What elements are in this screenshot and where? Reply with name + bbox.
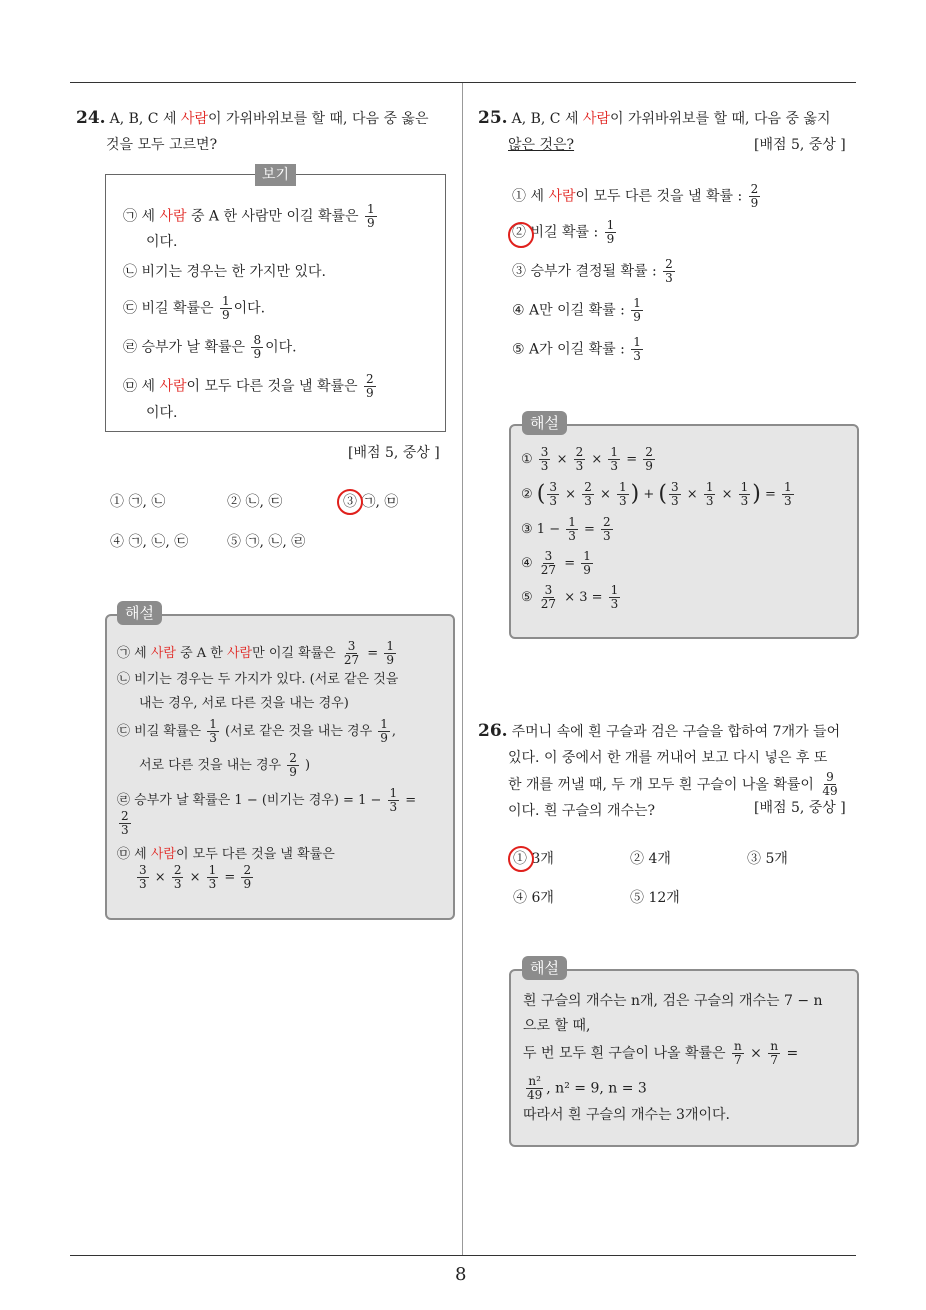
q26-number: 26. <box>478 721 508 741</box>
q24-sol-line-3: 내는 경우, 서로 다른 것을 내는 경우) <box>139 696 349 711</box>
q25-sol-3: ③ 1 − $\frac{1}{3}$ = $\frac{2}{3}$ <box>521 515 611 543</box>
q24-sol-line-2: ㉡ 비기는 경우는 두 가지가 있다. (서로 같은 것을 <box>117 672 399 687</box>
q24-bogi-item-2: ㉡ 비기는 경우는 한 가지만 있다. <box>123 264 326 280</box>
q25-choice-3[interactable]: ③ 승부가 결정될 확률 : $\frac{2}{3}$ <box>512 257 673 285</box>
q26-sol-line-5: 따라서 흰 구슬의 개수는 3개이다. <box>523 1107 730 1123</box>
q26-answer-circle <box>508 846 534 872</box>
q24-sol-line-5: 서로 다른 것을 내는 경우 $\frac{2}{9}$ ) <box>139 751 311 779</box>
column-divider <box>462 83 463 1256</box>
q24-sol-line-7: $\frac{2}{3}$ <box>121 809 129 837</box>
q24-sol-line-9: $\frac{3}{3}$ × $\frac{2}{3}$ × $\frac{1}{3}$ = $\frac{2}{9}$ <box>139 863 252 891</box>
q24-solution-label: 해설 <box>117 601 162 625</box>
q24-choice-5[interactable]: ⑤ ㉠, ㉡, ㉣ <box>227 534 306 550</box>
q26-sol-line-1: 흰 구슬의 개수는 n개, 검은 구슬의 개수는 7 − n <box>523 993 823 1009</box>
page-number: 8 <box>455 1264 467 1285</box>
q24-sol-line-8: ㉤ 세 사람이 모두 다른 것을 낼 확률은 <box>117 847 335 862</box>
q24-choice-1[interactable]: ① ㉠, ㉡ <box>110 494 166 510</box>
q24-sol-line-6: ㉣ 승부가 날 확률은 1 − (비기는 경우) = 1 − $\frac{1}{3}$ = <box>117 786 417 814</box>
q25-choice-5[interactable]: ⑤ A가 이길 확률 : $\frac{1}{3}$ <box>512 335 641 363</box>
q25-sol-2: ② ( $\frac{3}{3}$ × $\frac{2}{3}$ × $\frac{1}{3}$ ) + ( $\frac{3}{3}$ × $\frac{1}{3}$ × $\frac{1}{3}$ ) = $\frac{1}{3}$ <box>521 480 792 508</box>
q25-number: 25. <box>478 108 508 128</box>
q26-sol-line-3: 두 번 모두 흰 구슬이 나올 확률은 $\frac{n}{7}$ × $\frac{n}{7}$ = <box>523 1039 799 1067</box>
q25-sol-1: ① $\frac{3}{3}$ × $\frac{2}{3}$ × $\frac{1}{3}$ = $\frac{2}{9}$ <box>521 445 653 473</box>
q24-bogi-item-5: ㉤ 세 사람이 모두 다른 것을 낼 확률은 $\frac{2}{9}$ <box>123 372 374 400</box>
bottom-rule <box>70 1255 856 1256</box>
q24-choice-3[interactable]: ③ ㉠, ㉤ <box>343 494 399 510</box>
top-rule <box>70 82 856 83</box>
q25-sol-4: ④ $\frac{3}{27}$ = $\frac{1}{9}$ <box>521 549 591 577</box>
q24-score: [배점 5, 중상 ] <box>348 445 440 461</box>
q26-choice-2[interactable]: ② 4개 <box>630 851 671 867</box>
q24-choice-2[interactable]: ② ㉡, ㉢ <box>227 494 283 510</box>
q24-sol-line-4: ㉢ 비길 확률은 $\frac{1}{3}$ (서로 같은 것을 내는 경우 $\frac{1}{9}$ , <box>117 717 397 745</box>
q24-bogi-item-5-end: 이다. <box>146 405 178 421</box>
q26-choice-1[interactable]: ① 3개 <box>513 851 554 867</box>
q25-stem: 25. A, B, C 세 사람이 가위바위보를 할 때, 다음 중 옳지 않은 것은? <box>478 108 831 153</box>
q25-solution-label: 해설 <box>522 411 567 435</box>
q24-number: 24. <box>76 108 106 128</box>
q26-score: [배점 5, 중상 ] <box>754 800 846 816</box>
q26-choice-4[interactable]: ④ 6개 <box>513 890 554 906</box>
q25-choice-2[interactable]: ② 비길 확률 : $\frac{1}{9}$ <box>512 218 615 246</box>
q26-sol-line-2: 으로 할 때, <box>523 1018 591 1034</box>
q26-choice-5[interactable]: ⑤ 12개 <box>630 890 680 906</box>
q24-bogi-label: 보기 <box>255 164 296 186</box>
q25-sol-5: ⑤ $\frac{3}{27}$ × 3 = $\frac{1}{3}$ <box>521 583 619 611</box>
q25-score: [배점 5, 중상 ] <box>754 137 846 153</box>
q24-bogi-item-1: ㉠ 세 사람 중 A 한 사람만 이길 확률은 $\frac{1}{9}$ <box>123 202 375 230</box>
q24-sol-line-1: ㉠ 세 사람 중 A 한 사람만 이길 확률은 $\frac{3}{27}$ = $\frac{1}{9}$ <box>117 639 394 667</box>
q24-answer-circle <box>337 489 363 515</box>
q26-choice-3[interactable]: ③ 5개 <box>747 851 788 867</box>
q24-bogi-item-3: ㉢ 비길 확률은 $\frac{1}{9}$ 이다. <box>123 294 266 322</box>
q25-answer-circle <box>508 222 534 248</box>
q25-choice-4[interactable]: ④ A만 이길 확률 : $\frac{1}{9}$ <box>512 296 641 324</box>
q24-bogi-item-4: ㉣ 승부가 날 확률은 $\frac{8}{9}$ 이다. <box>123 333 297 361</box>
q26-sol-line-4: $\frac{\text{n²}}{49}$ , n² = 9, n = 3 <box>527 1074 647 1102</box>
q24-choice-4[interactable]: ④ ㉠, ㉡, ㉢ <box>110 534 189 550</box>
q24-bogi-item-1-end: 이다. <box>146 234 178 250</box>
q26-solution-label: 해설 <box>522 956 567 980</box>
q24-stem: 24. A, B, C 세 사람이 가위바위보를 할 때, 다음 중 옳은 것을 모두 고르면? <box>76 108 429 153</box>
q25-choice-1[interactable]: ① 세 사람이 모두 다른 것을 낼 확률 : $\frac{2}{9}$ <box>512 182 759 210</box>
q26-stem: 26. 주머니 속에 흰 구슬과 검은 구슬을 합하여 7개가 들어 있다. 이 중에서 한 개를 꺼내어 보고 다시 넣은 후 또 한 개를 꺼낼 때, 두 개 모두 흰 구슬이 나올 확률이 $\frac{9}{49}$ 이다. 흰 구슬의 개수는? <box>478 721 841 819</box>
